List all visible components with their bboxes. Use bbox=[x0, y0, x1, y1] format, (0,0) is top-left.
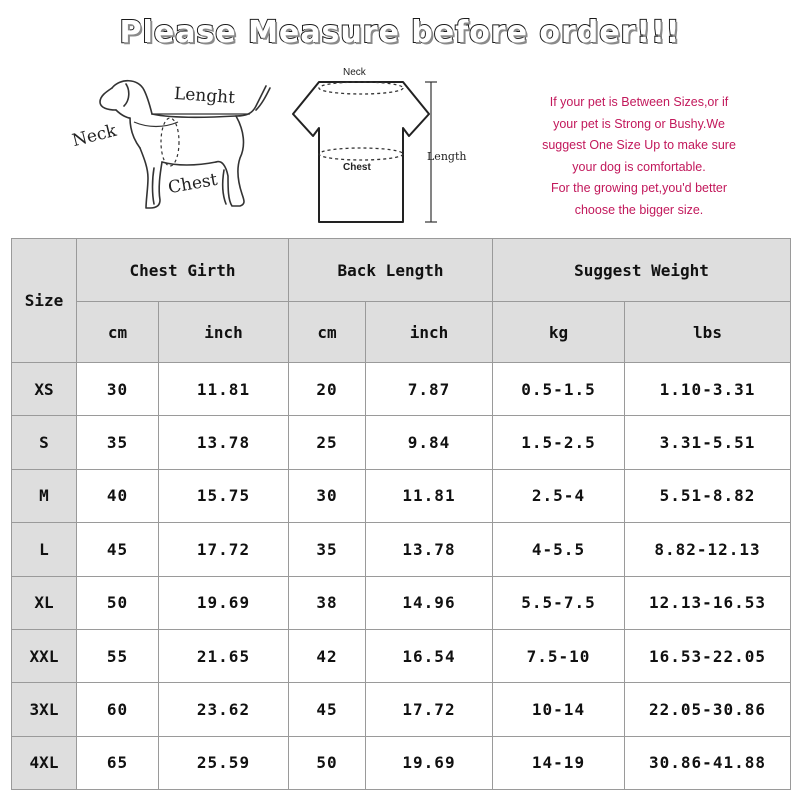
table-cell: 11.81 bbox=[159, 363, 289, 416]
table-cell: 14-19 bbox=[493, 736, 625, 789]
table-row bbox=[12, 469, 791, 522]
table-cell: 30 bbox=[77, 363, 159, 416]
unit-header: cm bbox=[77, 302, 159, 363]
table-body bbox=[12, 363, 791, 790]
table-cell: 9.84 bbox=[366, 416, 493, 469]
table-cell: 13.78 bbox=[159, 416, 289, 469]
dog-outline-icon bbox=[60, 70, 280, 230]
table-cell: 20 bbox=[289, 363, 366, 416]
table-cell: 11.81 bbox=[366, 469, 493, 522]
table-cell: 17.72 bbox=[366, 683, 493, 736]
table-cell: 12.13-16.53 bbox=[625, 576, 791, 629]
table-cell: 19.69 bbox=[366, 736, 493, 789]
shirt-measurement-figure bbox=[285, 62, 470, 232]
size-cell: XL bbox=[12, 576, 77, 629]
table-cell: 19.69 bbox=[159, 576, 289, 629]
table-cell: 7.87 bbox=[366, 363, 493, 416]
table-cell: 65 bbox=[77, 736, 159, 789]
table-cell: 16.54 bbox=[366, 629, 493, 682]
size-cell: S bbox=[12, 416, 77, 469]
table-cell: 50 bbox=[289, 736, 366, 789]
table-cell: 25 bbox=[289, 416, 366, 469]
size-cell: M bbox=[12, 469, 77, 522]
table-cell: 14.96 bbox=[366, 576, 493, 629]
table-cell: 17.72 bbox=[159, 523, 289, 576]
table-cell: 55 bbox=[77, 629, 159, 682]
advice-line: For the growing pet,you'd better bbox=[550, 181, 728, 195]
table-cell: 1.5-2.5 bbox=[493, 416, 625, 469]
size-cell: XXL bbox=[12, 629, 77, 682]
table-cell: 35 bbox=[77, 416, 159, 469]
table-cell: 15.75 bbox=[159, 469, 289, 522]
table-cell: 5.5-7.5 bbox=[493, 576, 625, 629]
table-cell: 5.51-8.82 bbox=[625, 469, 791, 522]
table-cell: 30.86-41.88 bbox=[625, 736, 791, 789]
table-cell: 35 bbox=[289, 523, 366, 576]
table-cell: 4-5.5 bbox=[493, 523, 625, 576]
advice-line: your dog is comfortable. bbox=[572, 159, 706, 174]
dog-measurement-figure bbox=[60, 70, 280, 230]
advice-line: choose the bigger size. bbox=[574, 202, 704, 217]
table-cell: 8.82-12.13 bbox=[625, 523, 791, 576]
table-row bbox=[12, 576, 791, 629]
table-row bbox=[12, 736, 791, 789]
size-advice bbox=[478, 92, 800, 221]
size-cell: L bbox=[12, 523, 77, 576]
table-cell: 16.53-22.05 bbox=[625, 629, 791, 682]
table-cell: 23.62 bbox=[159, 683, 289, 736]
size-chart-table bbox=[11, 238, 791, 790]
advice-line: If your pet is Between Sizes,or if bbox=[549, 95, 729, 109]
table-cell: 25.59 bbox=[159, 736, 289, 789]
table-cell: 30 bbox=[289, 469, 366, 522]
chest-girth-header: Chest Girth bbox=[77, 239, 289, 302]
size-column-header: Size bbox=[12, 239, 77, 363]
unit-header: inch bbox=[366, 302, 493, 363]
dog-neck-label: Neck bbox=[70, 120, 119, 152]
table-cell: 42 bbox=[289, 629, 366, 682]
table-cell: 13.78 bbox=[366, 523, 493, 576]
table-row bbox=[12, 363, 791, 416]
table-cell: 40 bbox=[77, 469, 159, 522]
unit-header: kg bbox=[493, 302, 625, 363]
size-cell: 4XL bbox=[12, 736, 77, 789]
table-cell: 45 bbox=[77, 523, 159, 576]
table-cell: 38 bbox=[289, 576, 366, 629]
table-cell: 60 bbox=[77, 683, 159, 736]
unit-header: lbs bbox=[625, 302, 791, 363]
table-group-header-row bbox=[12, 239, 791, 302]
table-cell: 2.5-4 bbox=[493, 469, 625, 522]
dog-chest-label: Chest bbox=[166, 169, 219, 199]
table-cell: 3.31-5.51 bbox=[625, 416, 791, 469]
shirt-outline-icon bbox=[285, 62, 470, 232]
size-cell: XS bbox=[12, 363, 77, 416]
banner bbox=[0, 8, 800, 56]
table-cell: 7.5-10 bbox=[493, 629, 625, 682]
table-cell: 22.05-30.86 bbox=[625, 683, 791, 736]
table-cell: 0.5-1.5 bbox=[493, 363, 625, 416]
table-row bbox=[12, 629, 791, 682]
table-cell: 50 bbox=[77, 576, 159, 629]
table-cell: 10-14 bbox=[493, 683, 625, 736]
banner-title: Please Measure before order!!! bbox=[119, 14, 681, 50]
advice-line: suggest One Size Up to make sure bbox=[542, 138, 736, 152]
shirt-length-label: Length bbox=[427, 150, 467, 163]
table-unit-header-row bbox=[12, 302, 791, 363]
shirt-chest-label: Chest bbox=[343, 162, 371, 173]
table-cell: 1.10-3.31 bbox=[625, 363, 791, 416]
unit-header: inch bbox=[159, 302, 289, 363]
table-cell: 21.65 bbox=[159, 629, 289, 682]
table-row bbox=[12, 416, 791, 469]
advice-line: your pet is Strong or Bushy.We bbox=[553, 116, 725, 131]
size-cell: 3XL bbox=[12, 683, 77, 736]
table-cell: 45 bbox=[289, 683, 366, 736]
back-length-header: Back Length bbox=[289, 239, 493, 302]
table-row bbox=[12, 683, 791, 736]
dog-length-label: Lenght bbox=[173, 83, 236, 109]
suggest-weight-header: Suggest Weight bbox=[493, 239, 791, 302]
shirt-neck-label: Neck bbox=[343, 67, 366, 78]
table-row bbox=[12, 523, 791, 576]
unit-header: cm bbox=[289, 302, 366, 363]
